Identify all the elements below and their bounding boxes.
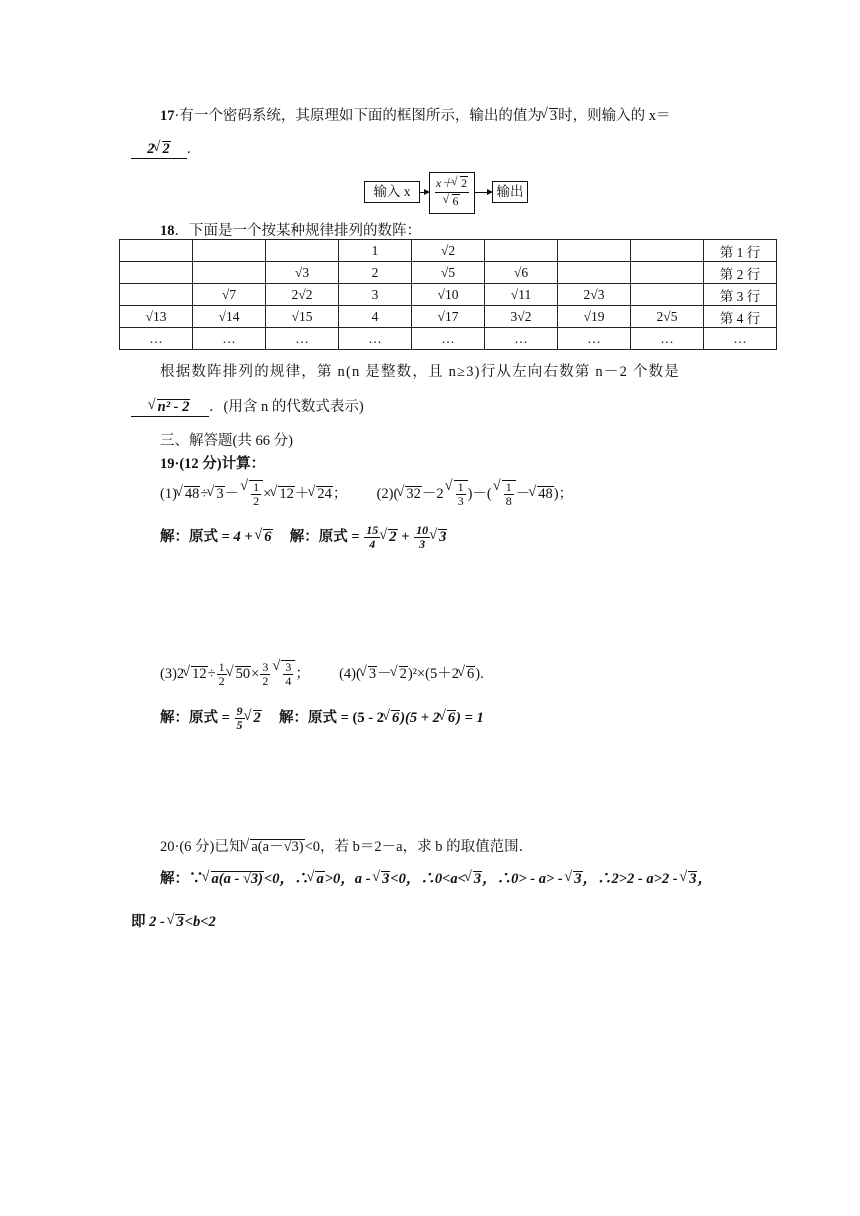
q19-p4-end: ). [475, 666, 484, 683]
q18-rule-text [160, 360, 680, 381]
q20-sol-rad4: √ 3 [473, 871, 482, 887]
q20-header-a: 20·(6 分)已知 [160, 839, 244, 855]
q19-p1-times: × [263, 486, 272, 503]
flow-arrow-1 [419, 192, 429, 193]
q19-p2-end: )； [553, 486, 574, 503]
q20-line2-rad: √ 3 [175, 914, 184, 930]
q19-p2-third-num: √ 1 [457, 480, 464, 494]
q17-period: . [187, 141, 191, 157]
flow-output-box [492, 181, 528, 203]
array-cell: √11 [485, 284, 558, 306]
q19-p3-32-den: 2 [262, 674, 269, 689]
q19-p4-mid: )²×(5＋2 [407, 666, 460, 683]
array-row [120, 262, 777, 284]
flow-input-box [364, 181, 420, 203]
array-cell: … [339, 328, 412, 350]
array-cell [120, 240, 193, 262]
array-cell: √17 [412, 306, 485, 328]
q19-p1-half-num: √ 1 [253, 480, 260, 494]
q18-text: ．下面是一个按某种规律排列的数阵： [174, 223, 421, 239]
q19-sol2-frac2-num: 10 [416, 523, 429, 537]
q19-p1-sqrt-half [249, 480, 263, 508]
q18-hint: ．(用含 n 的代数式表示) [209, 399, 364, 415]
array-cell [558, 240, 631, 262]
q17-answer-line [131, 141, 191, 159]
q19-p1-plus: ＋ [294, 486, 310, 503]
array-cell [631, 262, 704, 284]
q19-p3-sqrt-34 [281, 660, 295, 688]
array-cell: √10 [412, 284, 485, 306]
q20-line2-label: 即 [131, 914, 150, 930]
q19-sol2-frac1-num: 15 [366, 523, 379, 537]
array-row [120, 328, 777, 350]
array-cell: √6 [485, 262, 558, 284]
array-cell [631, 240, 704, 262]
q19-p3-34-num: √ 3 [285, 660, 292, 674]
q18-line [160, 219, 421, 240]
q19-sol2-label: 解：原式 = [289, 529, 364, 546]
q19-p2-third-den: 3 [457, 494, 464, 509]
q19-sol2-frac1-den: 4 [369, 537, 376, 552]
q19-p4-label: (4)( [339, 666, 361, 683]
q17-answer [131, 141, 187, 159]
array-cell: √3 [266, 262, 339, 284]
q19-p1-div: ÷ [200, 486, 209, 503]
q19-p2-sqrt-third [454, 480, 468, 508]
flow-formula-bar [435, 192, 469, 193]
q19-p3-label: (3)2 [160, 666, 185, 683]
q19-p2-eighth-den: 8 [505, 494, 512, 509]
q19-p3-end: ； [295, 666, 310, 683]
array-cell: … [412, 328, 485, 350]
q19-p1-end: ； [332, 486, 348, 503]
array-cell [120, 262, 193, 284]
array-row-label: 第 1 行 [704, 240, 777, 262]
q19-p1-sqrt3: √ 3 [215, 486, 224, 502]
q19-header: 19·(12 分)计算： [160, 456, 266, 472]
q20-header-rad: √ a(a－√3) [250, 839, 304, 855]
flow-formula-box [429, 172, 475, 214]
section-3-heading: 三、解答题(共 66 分) [160, 433, 293, 449]
q17-line [160, 104, 670, 125]
q19-p4-sqrt3: √ 3 [368, 666, 377, 682]
flow-arrow-2 [474, 192, 492, 193]
q20-sol-4: ，∴0> - a> - [482, 871, 567, 887]
array-cell: … [120, 328, 193, 350]
q19-p1-half-den: 2 [253, 494, 260, 509]
number-array-table [119, 239, 777, 350]
q20-sol-2: >0，a - [324, 871, 375, 887]
q20-sol-label: 解：∵ [160, 871, 204, 887]
q20-sol-rad3: √ 3 [381, 871, 390, 887]
array-cell: … [558, 328, 631, 350]
q19-p3-32-num: 3 [262, 660, 269, 674]
q20-sol-5: ，∴2>2 - a>2 - [582, 871, 682, 887]
q19-sol2-sqrt3: √ 3 [438, 529, 447, 545]
q19-sol3-sqrt2: √ 2 [253, 710, 262, 726]
array-row-label: 第 2 行 [704, 262, 777, 284]
array-cell [485, 240, 558, 262]
q19-p2-sqrt48: √ 48 [537, 486, 554, 502]
q19-sol4-end: ) = 1 [456, 710, 484, 727]
q19-sol3-den: 5 [236, 718, 243, 733]
q20-sol-6: ， [697, 871, 712, 887]
q20-sol-rad2: √ a [315, 871, 324, 887]
q19-sol1-sqrt6: √ 6 [263, 529, 272, 545]
q19-p3-sqrt12: √ 12 [191, 666, 208, 682]
array-cell: … [266, 328, 339, 350]
flow-formula-rad6: √ 6 [452, 194, 460, 208]
array-cell [631, 284, 704, 306]
array-cell: … [485, 328, 558, 350]
q20-solution-line1 [160, 867, 712, 888]
array-cell: … [631, 328, 704, 350]
array-cell: √14 [193, 306, 266, 328]
q19-part3-4 [160, 660, 484, 688]
q18-answer-line [131, 395, 364, 417]
q19-p2-sqrt32: √ 32 [405, 486, 422, 502]
q19-sol2-sqrt2: √ 2 [388, 529, 397, 545]
array-cell: 3 [339, 284, 412, 306]
flow-formula-den [430, 194, 474, 209]
array-cell: 1 [339, 240, 412, 262]
q19-sol3-label: 解：原式 = [160, 710, 234, 727]
flow-output-label: 输出 [496, 184, 524, 199]
array-cell: … [193, 328, 266, 350]
q20-sol-rad1: √ a(a - √3) [211, 871, 264, 887]
q20-solution-line2 [131, 910, 216, 931]
q19-p2-mid: )－( [467, 486, 492, 503]
number-array-body [120, 240, 777, 350]
array-cell [193, 262, 266, 284]
array-cell [266, 240, 339, 262]
flow-formula-rad2: √ 2 [460, 176, 468, 190]
q18-answer-rad: √ n² - 2 [157, 399, 191, 415]
array-cell: 2√2 [266, 284, 339, 306]
array-cell: √2 [412, 240, 485, 262]
flow-input-label: 输入 x [373, 184, 411, 199]
q17-answer-coef: 2 [147, 141, 155, 157]
array-cell: √7 [193, 284, 266, 306]
array-cell [558, 262, 631, 284]
q20-sol-rad6: √ 3 [688, 871, 697, 887]
q19-p4-sqrt6: √ 6 [466, 666, 475, 682]
q19-sol4-sqrt6-b: √ 6 [447, 710, 456, 726]
q19-sol2-frac2-den: 3 [419, 537, 426, 552]
q19-sol4-label: 解：原式 = (5 - 2 [279, 710, 384, 727]
q20-line2-a: 2 - [149, 914, 169, 930]
q19-p2-minus2: －2 [421, 486, 444, 503]
q19-p4-sqrt2: √ 2 [399, 666, 408, 682]
q20-line2-b: <b<2 [184, 914, 216, 930]
array-cell: 2√3 [558, 284, 631, 306]
q19-p3-half-num: 1 [218, 660, 225, 674]
flow-formula-x: x＋ [435, 176, 454, 190]
q19-sol1-a: 4 + [233, 529, 257, 546]
q19-sol2-plus: + [397, 529, 414, 546]
array-cell: 4 [339, 306, 412, 328]
array-row-label: … [704, 328, 777, 350]
array-cell [120, 284, 193, 306]
q19-p2-minus: － [515, 486, 531, 503]
q18-number: 18 [160, 223, 175, 239]
array-row [120, 240, 777, 262]
q20-sol-1: <0，∴ [263, 871, 309, 887]
array-row-label: 第 4 行 [704, 306, 777, 328]
q19-part1-2 [160, 480, 573, 508]
q19-p1-sqrt24: √ 24 [316, 486, 333, 502]
q19-p3-34-den: 4 [285, 674, 292, 689]
q19-p2-eighth-num: √ 1 [505, 480, 512, 494]
q20-header-b: <0，若 b＝2－a，求 b 的取值范围． [304, 839, 534, 855]
q18-rule: 根据数阵排列的规律，第 n(n 是整数，且 n≥3)行从左向右数第 n－2 个数是 [160, 364, 680, 380]
q19-solution-1-2 [160, 524, 447, 551]
q19-p3-div: ÷ [207, 666, 216, 683]
array-row [120, 284, 777, 306]
array-cell [193, 240, 266, 262]
q19-p1-sqrt48: √ 48 [184, 486, 201, 502]
flow-formula-num [430, 174, 474, 191]
q17-text: ·有一个密码系统，其原理如下面的框图所示，输出的值为 [174, 108, 542, 124]
q18-answer [131, 399, 209, 417]
array-cell: 3√2 [485, 306, 558, 328]
q19-p3-times: × [251, 666, 260, 683]
q19-p2-sqrt-eighth [502, 480, 516, 508]
q20-sol-3: <0，∴0<a< [390, 871, 466, 887]
q19-p3-sqrt50: √ 50 [235, 666, 252, 682]
array-row [120, 306, 777, 328]
q19-solution-3-4 [160, 705, 484, 732]
q19-sol4-sqrt6-a: √ 6 [391, 710, 400, 726]
array-cell: √15 [266, 306, 339, 328]
array-cell: 2 [339, 262, 412, 284]
array-cell: √5 [412, 262, 485, 284]
q19-p2-label: (2)( [376, 486, 399, 503]
q19-p1-minus: － [224, 486, 240, 503]
array-cell: 2√5 [631, 306, 704, 328]
q17-number: 17 [160, 108, 175, 124]
q20-sol-rad5: √ 3 [573, 871, 582, 887]
q19-sol3-num: 9 [236, 704, 243, 718]
q19-p1-label: (1) [160, 486, 177, 503]
q20-header [160, 835, 533, 856]
q17-sqrt: √ 3 [549, 108, 558, 124]
q19-p3-half-den: 2 [218, 674, 225, 689]
array-cell: √19 [558, 306, 631, 328]
array-row-label: 第 3 行 [704, 284, 777, 306]
array-cell: √13 [120, 306, 193, 328]
q19-p1-sqrt12: √ 12 [278, 486, 295, 502]
q17-text2: 时，则输入的 x＝ [558, 108, 671, 124]
q19-sol1-label: 解：原式 = [160, 529, 234, 546]
q19-p4-minus: － [377, 666, 392, 683]
q19-sol4-mid: )(5 + 2 [400, 710, 440, 727]
q17-answer-rad: √ 2 [162, 141, 171, 157]
